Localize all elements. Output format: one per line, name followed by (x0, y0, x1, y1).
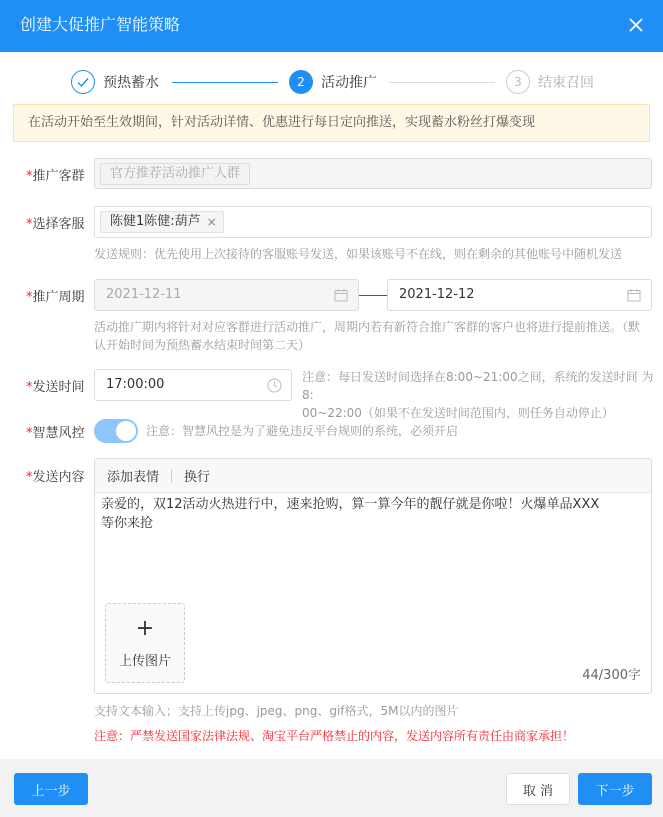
send-time-label: *发送时间 (26, 380, 85, 395)
content-label: *发送内容 (26, 470, 85, 485)
calendar-icon (334, 288, 348, 302)
step-number: 2 (289, 70, 313, 94)
risk-control-hint: 注意：智慧风控是为了避免违反平台规则的系统，必须开启 (146, 424, 459, 438)
newline-button[interactable]: 换行 (184, 470, 211, 485)
step-label: 结束召回 (538, 75, 594, 91)
target-group-tag: 官方推荐活动推广人群 (100, 163, 250, 185)
step-preheat (71, 70, 159, 94)
service-select[interactable] (94, 206, 652, 238)
date-range-separator (359, 295, 387, 296)
step-indicator (0, 52, 663, 104)
add-emoji-button[interactable]: 添加表情 (107, 470, 160, 485)
message-textarea[interactable]: 亲爱的，双12活动火热进行中，速来抢购，算一算今年的靓仔就是你啦！火爆单品XXX 等你来抢 (101, 497, 600, 531)
step-connector (172, 82, 278, 83)
step-label: 预热蓄水 (103, 75, 159, 91)
plus-icon: + (135, 616, 155, 641)
end-date-input[interactable]: 2021-12-12 (387, 279, 652, 311)
upload-label: 上传图片 (118, 654, 171, 669)
period-hint-line1: 活动推广期内将针对对应客群进行活动推广，周期内若有新符合推广客群的客户也将进行提前推送。（默 (94, 320, 641, 334)
close-icon[interactable] (623, 12, 649, 38)
editor-toolbar (95, 459, 651, 493)
calendar-icon (627, 288, 641, 302)
remove-tag-icon[interactable]: × (206, 215, 217, 229)
upload-image-button[interactable] (105, 603, 185, 683)
warning-note: 注意：严禁发送国家法律法规、淘宝平台严格禁止的内容，发送内容所有责任由商家承担！ (94, 729, 575, 743)
send-time-input[interactable]: 17:00:00 (94, 369, 292, 401)
period-label: *推广周期 (26, 290, 85, 305)
service-label: *选择客服 (26, 217, 85, 232)
target-group-field (94, 158, 652, 189)
next-step-button[interactable]: 下一步 (578, 773, 652, 805)
period-hint-line2: 认开始时间为预热蓄水结束时间第二天） (94, 338, 311, 352)
dialog-footer (0, 759, 663, 817)
dialog-header (0, 0, 663, 52)
char-counter: 44/300字 (582, 668, 641, 683)
step-recall (506, 70, 594, 94)
support-note: 支持文本输入；支持上传jpg、jpeg、png、gif格式，5M以内的图片 (94, 704, 459, 718)
step-label: 活动推广 (321, 75, 377, 91)
prev-step-button[interactable]: 上一步 (14, 773, 88, 805)
step-promotion (289, 70, 377, 94)
toolbar-divider (171, 469, 172, 483)
dialog-title: 创建大促推广智能策略 (20, 15, 181, 34)
cancel-button[interactable]: 取 消 (506, 773, 570, 805)
service-hint: 发送规则：优先使用上次接待的客服账号发送，如果该账号不在线，则在剩余的其他账号中随机发送 (94, 247, 623, 261)
notice-banner: 在活动开始至生效期间，针对活动详情、优惠进行每日定向推送，实现蓄水粉丝打爆变现 (13, 104, 650, 142)
clock-icon (267, 378, 282, 393)
risk-control-toggle[interactable] (94, 419, 138, 443)
send-time-hint: 注意：每日发送时间选择在8:00~21:00之间，系统的发送时间 为8: 00~22:00（如果不在发送时间范围内，则任务自动停止） (302, 370, 654, 420)
content-editor (94, 458, 652, 694)
check-icon (71, 70, 95, 94)
step-connector (389, 82, 495, 83)
step-number: 3 (506, 70, 530, 94)
service-tag: 陈健1陈健:葫芦 × (100, 211, 224, 233)
target-label: *推广客群 (26, 169, 85, 184)
start-date-input: 2021-12-11 (94, 279, 359, 311)
toggle-knob (116, 421, 136, 441)
risk-control-label: *智慧风控 (26, 426, 85, 441)
